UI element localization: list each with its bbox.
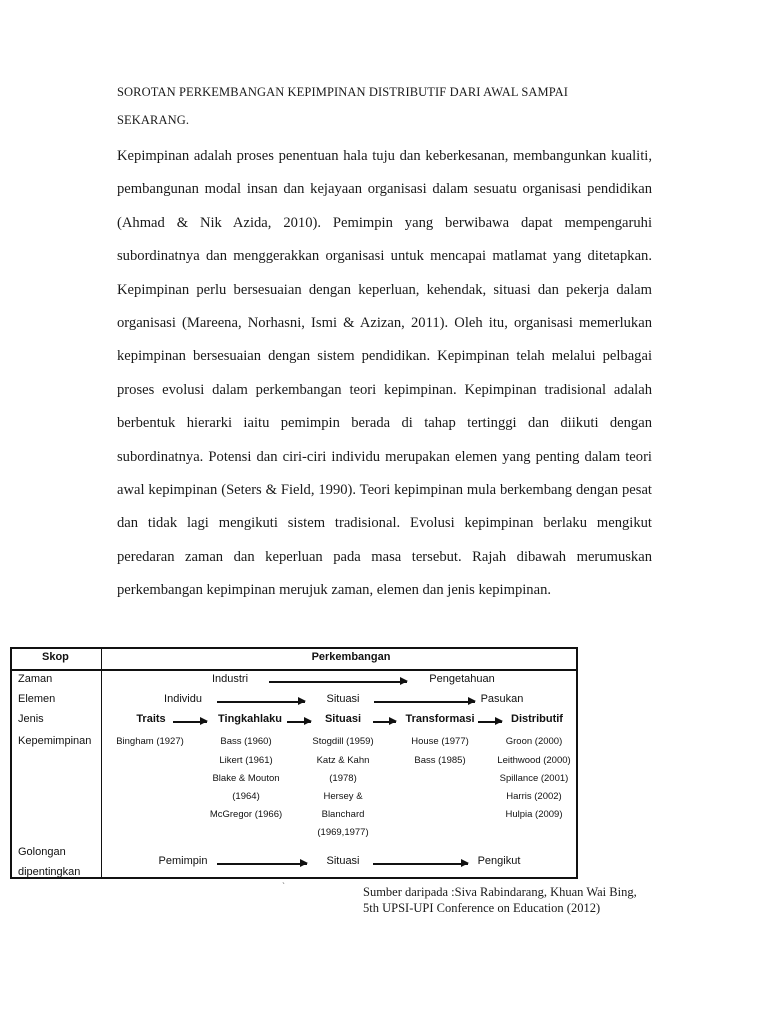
ref-blanchard: Blanchard [321, 809, 365, 820]
row-label-zaman: Zaman [18, 673, 53, 685]
ref-groon: Groon (2000) [505, 736, 563, 747]
body-paragraph: Kepimpinan adalah proses penentuan hala tuju dan keberkesanan, membangunkan kualiti, pembangunan modal insan dan kejayaan organisasi dalam sesuatu organisasi pendidikan (Ahmad & Nik Azida, 2010). Pemimpin yang berwibawa dapat mempengaruhi subordinatnya dan menggerakkan organisasi untuk mencapai matlamat yang ditetapkan. Kepimpinan perlu bersesuaian dengan keperluan, kehendak, situasi dan pekerja dalam organisasi (Mareena, Norhasni, Ismi & Azizan, 2011). Oleh itu, organisasi memerlukan kepimpinan bersesuaian dengan sistem pendidikan. Kepimpinan telah melalui pelbagai proses evolusi dalam perkembangan teori kepimpinan. Kepimpinan tradisional adalah berbentuk hierarki iaitu pemimpin berada di tahap tertinggi dan diikuti dengan subordinatnya. Potensi dan ciri-ciri individu merupakan elemen yang penting dalam teori awal kepimpinan (Seters & Field, 1990). Teori kepimpinan mula berkembang dengan pesat dan tidak lagi mengikuti sistem tradisional. Evolusi kepimpinan berlaku mengikut peredaran zaman dan keperluan pada masa tersebut. Rajah dibawah merumuskan perkembangan kepimpinan merujuk zaman, elemen dan jenis kepimpinan. [117, 148, 652, 599]
ref-katz-kahn-year: (1978) [329, 773, 357, 784]
ref-spillance: Spillance (2001) [499, 773, 569, 784]
golongan-situasi: Situasi [326, 855, 360, 867]
ref-house: House (1977) [411, 736, 469, 747]
row-label-kepemimpinan: Kepemimpinan [18, 735, 92, 747]
header-perkembangan: Perkembangan [311, 651, 391, 663]
source-line-1: Sumber daripada :Siva Rabindarang, Khuan Wai Bing, [363, 885, 637, 899]
golongan-pengikut: Pengikut [477, 855, 521, 867]
source-line-2: 5th UPSI-UPI Conference on Education (2012) [363, 901, 601, 915]
ref-leithwood: Leithwood (2000) [497, 755, 571, 766]
arrow-right-icon [269, 681, 407, 683]
arrow-right-icon [373, 721, 396, 723]
ref-bass-1960: Bass (1960) [220, 736, 272, 747]
ref-bass-1985: Bass (1985) [414, 755, 466, 766]
jenis-transformasi: Transformasi [405, 713, 475, 725]
jenis-tingkahlaku: Tingkahlaku [218, 713, 282, 725]
row-label-elemen: Elemen [18, 693, 56, 705]
arrow-right-icon [217, 701, 305, 703]
ref-hersey: Hersey & [323, 791, 363, 802]
ref-mcgregor: McGregor (1966) [209, 809, 283, 820]
document-heading-line-1: SOROTAN PERKEMBANGAN KEPIMPINAN DISTRIBUTIF DARI AWAL SAMPAI [117, 85, 569, 99]
golongan-pemimpin: Pemimpin [158, 855, 208, 867]
arrow-right-icon [478, 721, 502, 723]
elemen-pasukan: Pasukan [480, 693, 524, 705]
arrow-right-icon [217, 863, 307, 865]
row-label-golongan-1: Golongan [18, 846, 66, 858]
leadership-evolution-table [10, 647, 578, 879]
ref-harris: Harris (2002) [506, 791, 562, 802]
ref-stogdill: Stogdill (1959) [312, 736, 374, 747]
header-divider [12, 669, 576, 671]
ref-blake-mouton: Blake & Mouton [212, 773, 280, 784]
document-heading-line-2: SEKARANG. [117, 113, 190, 127]
arrow-right-icon [374, 701, 475, 703]
row-label-golongan-2: dipentingkan [18, 866, 81, 878]
source-citation [363, 884, 637, 916]
arrow-right-icon [287, 721, 311, 723]
ref-bingham: Bingham (1927) [116, 736, 184, 747]
row-label-jenis: Jenis [18, 713, 44, 725]
elemen-individu: Individu [164, 693, 202, 705]
arrow-right-icon [173, 721, 207, 723]
ref-blake-mouton-year: (1964) [232, 791, 260, 802]
jenis-situasi: Situasi [324, 713, 362, 725]
zaman-pengetahuan: Pengetahuan [429, 673, 495, 685]
arrow-right-icon [373, 863, 468, 865]
column-divider [101, 649, 102, 877]
zaman-industri: Industri [211, 673, 249, 685]
elemen-situasi: Situasi [326, 693, 360, 705]
ref-hulpia: Hulpia (2009) [505, 809, 563, 820]
jenis-distributif: Distributif [511, 713, 563, 725]
ref-katz-kahn: Katz & Kahn [316, 755, 370, 766]
header-skop: Skop [42, 651, 69, 663]
stray-mark: ` [282, 881, 285, 891]
ref-likert: Likert (1961) [219, 755, 273, 766]
jenis-traits: Traits [136, 713, 166, 725]
ref-hersey-blanchard-year: (1969,1977) [317, 827, 369, 838]
